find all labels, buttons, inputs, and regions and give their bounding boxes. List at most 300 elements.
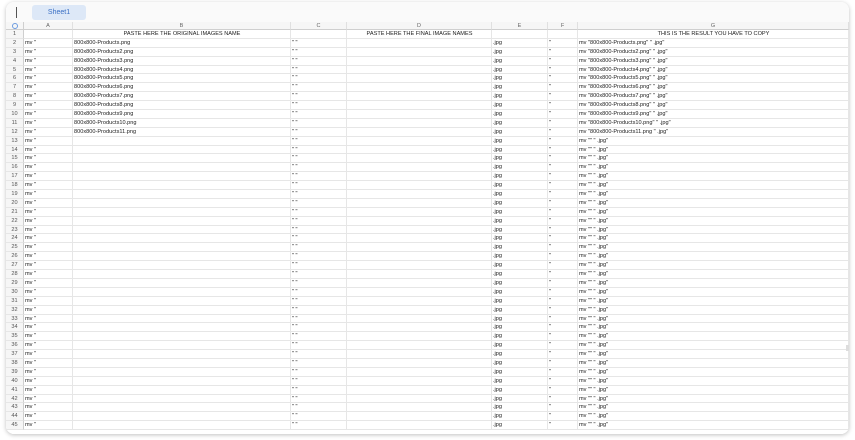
cell-d[interactable] (347, 57, 492, 66)
cell-b[interactable] (73, 359, 291, 368)
cell-b[interactable] (73, 323, 291, 332)
cell-a[interactable]: mv " (24, 137, 73, 146)
cell-a[interactable]: mv " (24, 332, 73, 341)
cell-c[interactable]: " " (291, 66, 347, 75)
cell-b[interactable] (73, 226, 291, 235)
cell-b[interactable]: 800x800-Products11.png (73, 128, 291, 137)
cell-g[interactable]: mv "" " .jpg" (578, 137, 849, 146)
cell-c[interactable]: " " (291, 57, 347, 66)
cell-g[interactable]: mv "800x800-Products3.png" " .jpg" (578, 57, 849, 66)
cell-d[interactable] (347, 101, 492, 110)
cell-g[interactable]: mv "" " .jpg" (578, 350, 849, 359)
cell-d[interactable] (347, 172, 492, 181)
cell-f[interactable]: " (548, 386, 578, 395)
cell-c[interactable]: " " (291, 137, 347, 146)
cell-b[interactable]: 800x800-Products3.png (73, 57, 291, 66)
row-number[interactable]: 39 (6, 368, 24, 377)
cell-f[interactable]: " (548, 332, 578, 341)
cell-g[interactable]: mv "" " .jpg" (578, 270, 849, 279)
scrollbar-handle[interactable] (846, 345, 849, 351)
cell-e[interactable]: .jpg (492, 368, 548, 377)
cell-a[interactable]: mv " (24, 208, 73, 217)
cell-c[interactable]: " " (291, 119, 347, 128)
cell-d[interactable] (347, 208, 492, 217)
cell-d[interactable] (347, 74, 492, 83)
cell-a[interactable]: mv " (24, 101, 73, 110)
cell-g[interactable]: mv "" " .jpg" (578, 403, 849, 412)
cell-g[interactable]: mv "800x800-Products5.png" " .jpg" (578, 74, 849, 83)
row-number[interactable]: 20 (6, 199, 24, 208)
row-number[interactable]: 7 (6, 83, 24, 92)
cell-f[interactable]: " (548, 199, 578, 208)
row-number[interactable]: 12 (6, 128, 24, 137)
cell-d[interactable] (347, 377, 492, 386)
cell-e[interactable]: .jpg (492, 48, 548, 57)
cell-a[interactable]: mv " (24, 226, 73, 235)
cell-c[interactable]: " " (291, 110, 347, 119)
cell-d[interactable] (347, 386, 492, 395)
cell-g[interactable]: mv "" " .jpg" (578, 412, 849, 421)
cell-d[interactable] (347, 403, 492, 412)
cell-e[interactable]: .jpg (492, 270, 548, 279)
cell-f[interactable]: " (548, 137, 578, 146)
cell-d[interactable] (347, 359, 492, 368)
cell-a[interactable]: mv " (24, 315, 73, 324)
cell-d[interactable] (347, 341, 492, 350)
cell-c[interactable]: " " (291, 359, 347, 368)
cell-d[interactable] (347, 270, 492, 279)
cell-b[interactable] (73, 306, 291, 315)
cell-a[interactable]: mv " (24, 252, 73, 261)
cell-b[interactable] (73, 403, 291, 412)
cell-g[interactable]: mv "" " .jpg" (578, 332, 849, 341)
cell-a[interactable]: mv " (24, 190, 73, 199)
cell-d[interactable] (347, 190, 492, 199)
cell-f[interactable]: " (548, 101, 578, 110)
cell-c[interactable]: " " (291, 190, 347, 199)
cell-g[interactable]: mv "" " .jpg" (578, 243, 849, 252)
cell-d[interactable] (347, 83, 492, 92)
cell-c[interactable]: " " (291, 377, 347, 386)
cell-e[interactable]: .jpg (492, 279, 548, 288)
cell-a[interactable]: mv " (24, 234, 73, 243)
cell-c[interactable]: " " (291, 386, 347, 395)
cell-c[interactable]: " " (291, 154, 347, 163)
row-number[interactable]: 29 (6, 279, 24, 288)
row-number[interactable]: 41 (6, 386, 24, 395)
cell-b[interactable] (73, 332, 291, 341)
cell-f[interactable]: " (548, 190, 578, 199)
cell-d[interactable] (347, 39, 492, 48)
cell-e[interactable]: .jpg (492, 199, 548, 208)
cell-e[interactable]: .jpg (492, 412, 548, 421)
cell-c[interactable]: " " (291, 92, 347, 101)
cell-c[interactable]: " " (291, 128, 347, 137)
cell-f[interactable]: " (548, 83, 578, 92)
cell-d[interactable] (347, 48, 492, 57)
cell-f[interactable]: " (548, 66, 578, 75)
cell-a[interactable]: mv " (24, 57, 73, 66)
cell-e[interactable]: .jpg (492, 243, 548, 252)
cell-b[interactable] (73, 172, 291, 181)
cell-g[interactable]: mv "" " .jpg" (578, 146, 849, 155)
cell-e[interactable]: .jpg (492, 332, 548, 341)
cell-c[interactable]: " " (291, 350, 347, 359)
cell-c[interactable]: " " (291, 181, 347, 190)
cell-b[interactable] (73, 261, 291, 270)
cell-b[interactable] (73, 234, 291, 243)
row-number[interactable]: 17 (6, 172, 24, 181)
cell-g[interactable]: mv "" " .jpg" (578, 288, 849, 297)
cell-e[interactable]: .jpg (492, 386, 548, 395)
cell-d[interactable] (347, 128, 492, 137)
cell-f[interactable]: " (548, 128, 578, 137)
cell-f[interactable]: " (548, 226, 578, 235)
column-header-a[interactable]: A (24, 22, 73, 30)
cell-g[interactable]: mv "" " .jpg" (578, 323, 849, 332)
cell-e[interactable]: .jpg (492, 172, 548, 181)
cell-f[interactable]: " (548, 234, 578, 243)
cell-d[interactable] (347, 315, 492, 324)
cell-f[interactable]: " (548, 172, 578, 181)
cell-c[interactable]: " " (291, 403, 347, 412)
cell-g[interactable]: mv "" " .jpg" (578, 261, 849, 270)
cell-f[interactable]: " (548, 341, 578, 350)
cell-a[interactable]: mv " (24, 288, 73, 297)
column-header-f[interactable]: F (548, 22, 578, 30)
row-number[interactable]: 13 (6, 137, 24, 146)
cell-e[interactable]: .jpg (492, 163, 548, 172)
cell-b[interactable] (73, 243, 291, 252)
cell-c[interactable]: " " (291, 74, 347, 83)
cell-a[interactable]: mv " (24, 386, 73, 395)
cell-a[interactable]: mv " (24, 359, 73, 368)
cell-d[interactable]: PASTE HERE THE FINAL IMAGE NAMES (347, 30, 492, 39)
cell-a[interactable]: mv " (24, 403, 73, 412)
cell-f[interactable]: " (548, 421, 578, 430)
cell-e[interactable]: .jpg (492, 128, 548, 137)
cell-e[interactable]: .jpg (492, 66, 548, 75)
cell-e[interactable]: .jpg (492, 395, 548, 404)
cell-a[interactable]: mv " (24, 350, 73, 359)
row-number[interactable]: 22 (6, 217, 24, 226)
row-number[interactable]: 36 (6, 341, 24, 350)
cell-e[interactable]: .jpg (492, 119, 548, 128)
cell-a[interactable]: mv " (24, 39, 73, 48)
cell-e[interactable]: .jpg (492, 146, 548, 155)
cell-c[interactable]: " " (291, 172, 347, 181)
cell-g[interactable]: mv "" " .jpg" (578, 421, 849, 430)
cell-d[interactable] (347, 350, 492, 359)
column-header-e[interactable]: E (492, 22, 548, 30)
cell-b[interactable] (73, 368, 291, 377)
cell-f[interactable]: " (548, 306, 578, 315)
cell-d[interactable] (347, 92, 492, 101)
cell-c[interactable]: " " (291, 341, 347, 350)
row-number[interactable]: 23 (6, 226, 24, 235)
sheet-menu-icon[interactable] (15, 7, 18, 18)
cell-c[interactable]: " " (291, 48, 347, 57)
row-number[interactable]: 1 (6, 30, 24, 39)
cell-b[interactable] (73, 412, 291, 421)
cell-b[interactable] (73, 270, 291, 279)
row-number[interactable]: 4 (6, 57, 24, 66)
cell-c[interactable]: " " (291, 199, 347, 208)
cell-c[interactable]: " " (291, 217, 347, 226)
cell-c[interactable]: " " (291, 323, 347, 332)
cell-f[interactable] (548, 30, 578, 39)
cell-g[interactable]: mv "800x800-Products10.png" " .jpg" (578, 119, 849, 128)
cell-f[interactable]: " (548, 57, 578, 66)
cell-f[interactable]: " (548, 146, 578, 155)
row-number[interactable]: 42 (6, 395, 24, 404)
cell-b[interactable]: 800x800-Products7.png (73, 92, 291, 101)
select-all-corner[interactable] (6, 22, 24, 30)
cell-d[interactable] (347, 252, 492, 261)
cell-g[interactable]: mv "" " .jpg" (578, 234, 849, 243)
row-number[interactable]: 19 (6, 190, 24, 199)
cell-c[interactable]: " " (291, 146, 347, 155)
cell-a[interactable]: mv " (24, 119, 73, 128)
cell-e[interactable]: .jpg (492, 306, 548, 315)
cell-e[interactable]: .jpg (492, 154, 548, 163)
cell-d[interactable] (347, 154, 492, 163)
cell-b[interactable] (73, 341, 291, 350)
cell-b[interactable] (73, 386, 291, 395)
cell-a[interactable]: mv " (24, 323, 73, 332)
row-number[interactable]: 35 (6, 332, 24, 341)
cell-d[interactable] (347, 332, 492, 341)
cell-d[interactable] (347, 217, 492, 226)
cell-e[interactable]: .jpg (492, 181, 548, 190)
cell-g[interactable]: mv "" " .jpg" (578, 297, 849, 306)
cell-d[interactable] (347, 412, 492, 421)
cell-c[interactable]: " " (291, 288, 347, 297)
cell-f[interactable]: " (548, 208, 578, 217)
cell-e[interactable]: .jpg (492, 315, 548, 324)
cell-c[interactable]: " " (291, 306, 347, 315)
row-number[interactable]: 45 (6, 421, 24, 430)
cell-a[interactable]: mv " (24, 377, 73, 386)
row-number[interactable]: 43 (6, 403, 24, 412)
cell-g[interactable]: mv "800x800-Products7.png" " .jpg" (578, 92, 849, 101)
cell-d[interactable] (347, 279, 492, 288)
cell-c[interactable]: " " (291, 421, 347, 430)
cell-e[interactable]: .jpg (492, 252, 548, 261)
cell-a[interactable]: mv " (24, 74, 73, 83)
row-number[interactable]: 44 (6, 412, 24, 421)
cell-g[interactable]: mv "" " .jpg" (578, 163, 849, 172)
cell-b[interactable]: 800x800-Products5.png (73, 74, 291, 83)
cell-f[interactable]: " (548, 163, 578, 172)
cell-d[interactable] (347, 243, 492, 252)
cell-d[interactable] (347, 395, 492, 404)
cell-e[interactable]: .jpg (492, 297, 548, 306)
cell-f[interactable]: " (548, 288, 578, 297)
cell-b[interactable] (73, 315, 291, 324)
cell-c[interactable]: " " (291, 208, 347, 217)
cell-g[interactable]: mv "" " .jpg" (578, 181, 849, 190)
cell-g[interactable]: mv "" " .jpg" (578, 368, 849, 377)
cell-e[interactable]: .jpg (492, 92, 548, 101)
row-number[interactable]: 27 (6, 261, 24, 270)
cell-f[interactable]: " (548, 297, 578, 306)
cell-a[interactable]: mv " (24, 172, 73, 181)
cell-d[interactable] (347, 234, 492, 243)
cell-a[interactable]: mv " (24, 279, 73, 288)
cell-a[interactable]: mv " (24, 421, 73, 430)
cell-e[interactable]: .jpg (492, 57, 548, 66)
row-number[interactable]: 40 (6, 377, 24, 386)
cell-c[interactable]: " " (291, 279, 347, 288)
cell-c[interactable]: " " (291, 243, 347, 252)
cell-f[interactable]: " (548, 350, 578, 359)
cell-d[interactable] (347, 323, 492, 332)
row-number[interactable]: 30 (6, 288, 24, 297)
cell-a[interactable]: mv " (24, 395, 73, 404)
cell-g[interactable]: mv "" " .jpg" (578, 154, 849, 163)
cell-f[interactable]: " (548, 48, 578, 57)
cell-g[interactable]: mv "800x800-Products4.png" " .jpg" (578, 66, 849, 75)
row-number[interactable]: 10 (6, 110, 24, 119)
cell-a[interactable]: mv " (24, 261, 73, 270)
row-number[interactable]: 9 (6, 101, 24, 110)
cell-f[interactable]: " (548, 279, 578, 288)
cell-d[interactable] (347, 137, 492, 146)
cell-e[interactable]: .jpg (492, 350, 548, 359)
row-number[interactable]: 24 (6, 234, 24, 243)
cell-g[interactable]: mv "" " .jpg" (578, 395, 849, 404)
row-number[interactable]: 28 (6, 270, 24, 279)
cell-g[interactable]: mv "" " .jpg" (578, 199, 849, 208)
tab-sheet1[interactable]: Sheet1 (32, 5, 86, 20)
cell-b[interactable] (73, 163, 291, 172)
cell-b[interactable] (73, 377, 291, 386)
cell-a[interactable]: mv " (24, 146, 73, 155)
row-number[interactable]: 15 (6, 154, 24, 163)
cell-c[interactable]: " " (291, 101, 347, 110)
cell-g[interactable]: mv "" " .jpg" (578, 172, 849, 181)
cell-d[interactable] (347, 119, 492, 128)
cell-d[interactable] (347, 288, 492, 297)
cell-c[interactable]: " " (291, 226, 347, 235)
cell-d[interactable] (347, 297, 492, 306)
cell-f[interactable]: " (548, 181, 578, 190)
cell-e[interactable]: .jpg (492, 359, 548, 368)
row-number[interactable]: 37 (6, 350, 24, 359)
cell-g[interactable]: mv "" " .jpg" (578, 386, 849, 395)
cell-b[interactable] (73, 208, 291, 217)
cell-f[interactable]: " (548, 243, 578, 252)
cell-c[interactable]: " " (291, 395, 347, 404)
cell-f[interactable]: " (548, 110, 578, 119)
cell-a[interactable]: mv " (24, 217, 73, 226)
cell-b[interactable] (73, 190, 291, 199)
cell-d[interactable] (347, 261, 492, 270)
column-header-c[interactable]: C (291, 22, 347, 30)
column-header-d[interactable]: D (347, 22, 492, 30)
cell-f[interactable]: " (548, 403, 578, 412)
cell-b[interactable]: 800x800-Products8.png (73, 101, 291, 110)
cell-d[interactable] (347, 199, 492, 208)
cell-g[interactable]: mv "" " .jpg" (578, 377, 849, 386)
cell-b[interactable] (73, 421, 291, 430)
cell-f[interactable]: " (548, 323, 578, 332)
cell-b[interactable] (73, 252, 291, 261)
row-number[interactable]: 8 (6, 92, 24, 101)
cell-a[interactable]: mv " (24, 154, 73, 163)
cell-e[interactable]: .jpg (492, 137, 548, 146)
cell-g[interactable]: mv "800x800-Products2.png" " .jpg" (578, 48, 849, 57)
cell-b[interactable]: 800x800-Products.png (73, 39, 291, 48)
cell-b[interactable]: PASTE HERE THE ORIGINAL IMAGES NAME (73, 30, 291, 39)
cell-f[interactable]: " (548, 377, 578, 386)
cell-b[interactable] (73, 181, 291, 190)
cell-e[interactable]: .jpg (492, 288, 548, 297)
cell-e[interactable]: .jpg (492, 101, 548, 110)
cell-e[interactable]: .jpg (492, 217, 548, 226)
cell-d[interactable] (347, 226, 492, 235)
row-number[interactable]: 31 (6, 297, 24, 306)
cell-f[interactable]: " (548, 412, 578, 421)
cell-b[interactable]: 800x800-Products2.png (73, 48, 291, 57)
cell-g[interactable]: mv "" " .jpg" (578, 226, 849, 235)
cell-c[interactable]: " " (291, 252, 347, 261)
row-number[interactable]: 18 (6, 181, 24, 190)
cell-b[interactable]: 800x800-Products9.png (73, 110, 291, 119)
row-number[interactable]: 33 (6, 315, 24, 324)
cell-e[interactable]: .jpg (492, 83, 548, 92)
row-number[interactable]: 16 (6, 163, 24, 172)
cell-g[interactable]: mv "800x800-Products9.png" " .jpg" (578, 110, 849, 119)
cell-a[interactable]: mv " (24, 412, 73, 421)
cell-a[interactable]: mv " (24, 341, 73, 350)
cell-a[interactable]: mv " (24, 83, 73, 92)
cell-a[interactable]: mv " (24, 306, 73, 315)
row-number[interactable]: 34 (6, 323, 24, 332)
cell-f[interactable]: " (548, 74, 578, 83)
row-number[interactable]: 21 (6, 208, 24, 217)
cell-e[interactable]: .jpg (492, 403, 548, 412)
cell-f[interactable]: " (548, 359, 578, 368)
row-number[interactable]: 26 (6, 252, 24, 261)
column-header-b[interactable]: B (73, 22, 291, 30)
cell-g[interactable]: mv "" " .jpg" (578, 341, 849, 350)
cell-c[interactable]: " " (291, 163, 347, 172)
cell-e[interactable]: .jpg (492, 341, 548, 350)
cell-d[interactable] (347, 163, 492, 172)
cell-e[interactable]: .jpg (492, 421, 548, 430)
cell-d[interactable] (347, 66, 492, 75)
cell-f[interactable]: " (548, 261, 578, 270)
cell-g[interactable]: mv "" " .jpg" (578, 279, 849, 288)
cell-f[interactable]: " (548, 252, 578, 261)
cell-a[interactable]: mv " (24, 128, 73, 137)
cell-b[interactable] (73, 154, 291, 163)
cell-c[interactable]: " " (291, 39, 347, 48)
cell-b[interactable] (73, 297, 291, 306)
cell-c[interactable]: " " (291, 315, 347, 324)
cell-f[interactable]: " (548, 217, 578, 226)
cell-g[interactable]: mv "" " .jpg" (578, 217, 849, 226)
row-number[interactable]: 3 (6, 48, 24, 57)
cell-b[interactable] (73, 217, 291, 226)
cell-d[interactable] (347, 110, 492, 119)
cell-d[interactable] (347, 146, 492, 155)
row-number[interactable]: 11 (6, 119, 24, 128)
cell-b[interactable] (73, 137, 291, 146)
cell-c[interactable]: " " (291, 368, 347, 377)
